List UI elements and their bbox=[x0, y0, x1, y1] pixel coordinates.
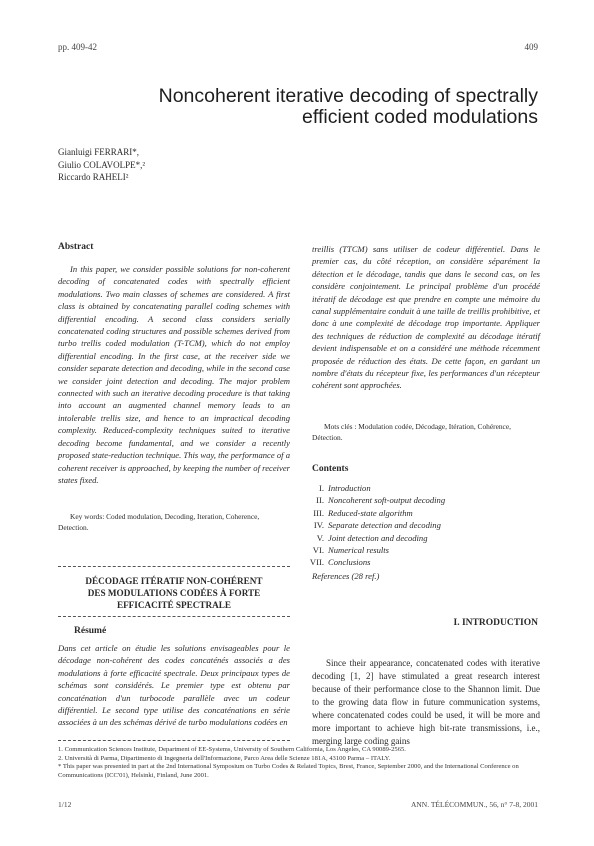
journal-citation: ANN. TÉLÉCOMMUN., 56, n° 7-8, 2001 bbox=[410, 800, 538, 809]
author: Gianluigi FERRARI*, bbox=[58, 147, 140, 157]
contents-heading: Contents bbox=[312, 464, 349, 474]
footnotes bbox=[58, 746, 548, 780]
bottom-left-label: 1/12 bbox=[58, 800, 72, 809]
french-title-line: DES MODULATIONS CODÉES À FORTE bbox=[87, 588, 261, 598]
paper-title bbox=[118, 86, 538, 128]
french-keywords: Mots clés : Modulation codée, Décodage, Itération, Cohérence, Détection. bbox=[312, 422, 511, 442]
footnote: * This paper was presented in part at the 2nd International Symposium on Turbo Codes & Related Topics, Brest, France, September 2000, and the International Conference on Communications (ICC'01), Helsinki, Finland, June 2001. bbox=[58, 763, 519, 779]
abstract-keywords: Key words: Coded modulation, Decoding, Iteration, Coherence, Detection. bbox=[58, 512, 260, 532]
contents-references: References (28 ref.) bbox=[312, 571, 380, 581]
contents-item: I. Introduction bbox=[318, 483, 371, 493]
paper-title-line-2: efficient coded modulations bbox=[302, 106, 538, 128]
resume-body bbox=[58, 642, 290, 730]
author-list bbox=[58, 146, 145, 184]
french-title-line: EFFICACITÉ SPECTRALE bbox=[116, 600, 232, 610]
abstract-body bbox=[58, 263, 290, 486]
introduction-body bbox=[312, 657, 540, 746]
author: Riccardo RAHELI² bbox=[58, 172, 129, 182]
resume-paragraph-continued: treillis (TTCM) sans utiliser de codeur différentiel. Dans le premier cas, du côté réception, on considère séparément la détection et le décodage, tandis que dans le second cas, on les considère conjointement. Le principal problème d'un procédé itératif de décodage est que prendre en compte une mémoire du canal supplémentaire conduit à une taille de treillis prohibitive, et donc à une complexité de décodage trop importante. Appliquer des techniques de réduction de complexité au décodage itératif devient indispensable et on a considéré une méthode récemment proposée de réduction des états. De cette façon, en gardant un nombre d'états du récepteur fixe, les performances d'un récepteur cohérent sont approchées. bbox=[312, 244, 540, 391]
contents-item: II. Noncoherent soft-output decoding bbox=[316, 495, 446, 506]
resume-heading: Résumé bbox=[74, 626, 107, 636]
introduction-paragraph: Since their appearance, concatenated codes with iterative decoding [1, 2] have stimulated a great research interest because of their performance close to the Shannon limit. Due to the growing data flow in future communication systems, where concatenated codes could be used, it will be more and more important to achieve high bit-rate transmissions, i.e., merging large coding gains bbox=[312, 658, 540, 746]
contents-item: VII. Conclusions bbox=[309, 557, 371, 568]
contents-item: V. Joint detection and decoding bbox=[316, 532, 428, 543]
resume-paragraph: Dans cet article on étudie les solutions envisageables pour le décodage non-cohérent des codes concaténés associés a des modulations à forte efficacité spectrale. Deux principaux types de schémas sont considérés. Le premier type est obtenu par concaténation d'un turbocode parallèle avec un codeur différentiel. Le second type utilise des concaténations en série associées à un des schémas dérivé de turbo modulations codées en bbox=[58, 643, 290, 728]
author: Giulio COLAVOLPE*,² bbox=[58, 159, 146, 170]
footnote: 2. Università di Parma, Dipartimento di Ingegneria dell'Informazione, Parco Area delle Scienze 181A, 43100 Parma – ITALY. bbox=[58, 754, 391, 762]
contents-item: IV. Separate detection and decoding bbox=[313, 520, 441, 531]
contents-list bbox=[302, 482, 532, 569]
footnote: 1. Communication Sciences Institute, Department of EE-Systems, University of Southern California, Los Angeles, CA 90089-2565. bbox=[58, 746, 406, 753]
running-header-left: pp. 409-42 bbox=[58, 42, 97, 52]
page-number: 409 bbox=[524, 42, 538, 52]
french-title-line: DÉCODAGE ITÉRATIF NON-COHÉRENT bbox=[85, 576, 263, 586]
french-title bbox=[58, 575, 290, 611]
divider bbox=[58, 566, 290, 567]
resume-continuation bbox=[312, 243, 540, 418]
contents-item: III. Reduced-state algorithm bbox=[313, 507, 413, 518]
contents-item: VI. Numerical results bbox=[312, 545, 390, 556]
introduction-heading: I. INTRODUCTION bbox=[453, 618, 538, 628]
divider bbox=[58, 740, 290, 741]
divider bbox=[58, 616, 290, 617]
paper-title-line-1: Noncoherent iterative decoding of spectrally bbox=[158, 85, 538, 107]
abstract-paragraph: In this paper, we consider possible solutions for non-coherent decoding of concatenated codes with spectrally efficient modulations. Two main classes of schemes are considered. A first class is obtained by concatenating parallel coding schemes with differential encoding. A second class considers serially concatenated coding structures and possible schemes derived from turbo trellis coded modulation (T-TCM), which do not employ differential encoding. In the first case, at the receiver side we consider separate detection and decoding, while in the second case we consider joint detection and decoding. The major problem connected with such an iterative decoding procedure is that taking into account an augmented channel memory leads to an intolerable trellis size, and hence to an impractical decoding complexity. Reduced-complexity techniques suited to iterative decoding become fundamental, and we consider a recently proposed state-reduction technique. This way, the performance of a coherent receiver is approached, by keeping the number of receiver states fixed. bbox=[58, 264, 290, 485]
abstract-heading: Abstract bbox=[58, 242, 94, 252]
